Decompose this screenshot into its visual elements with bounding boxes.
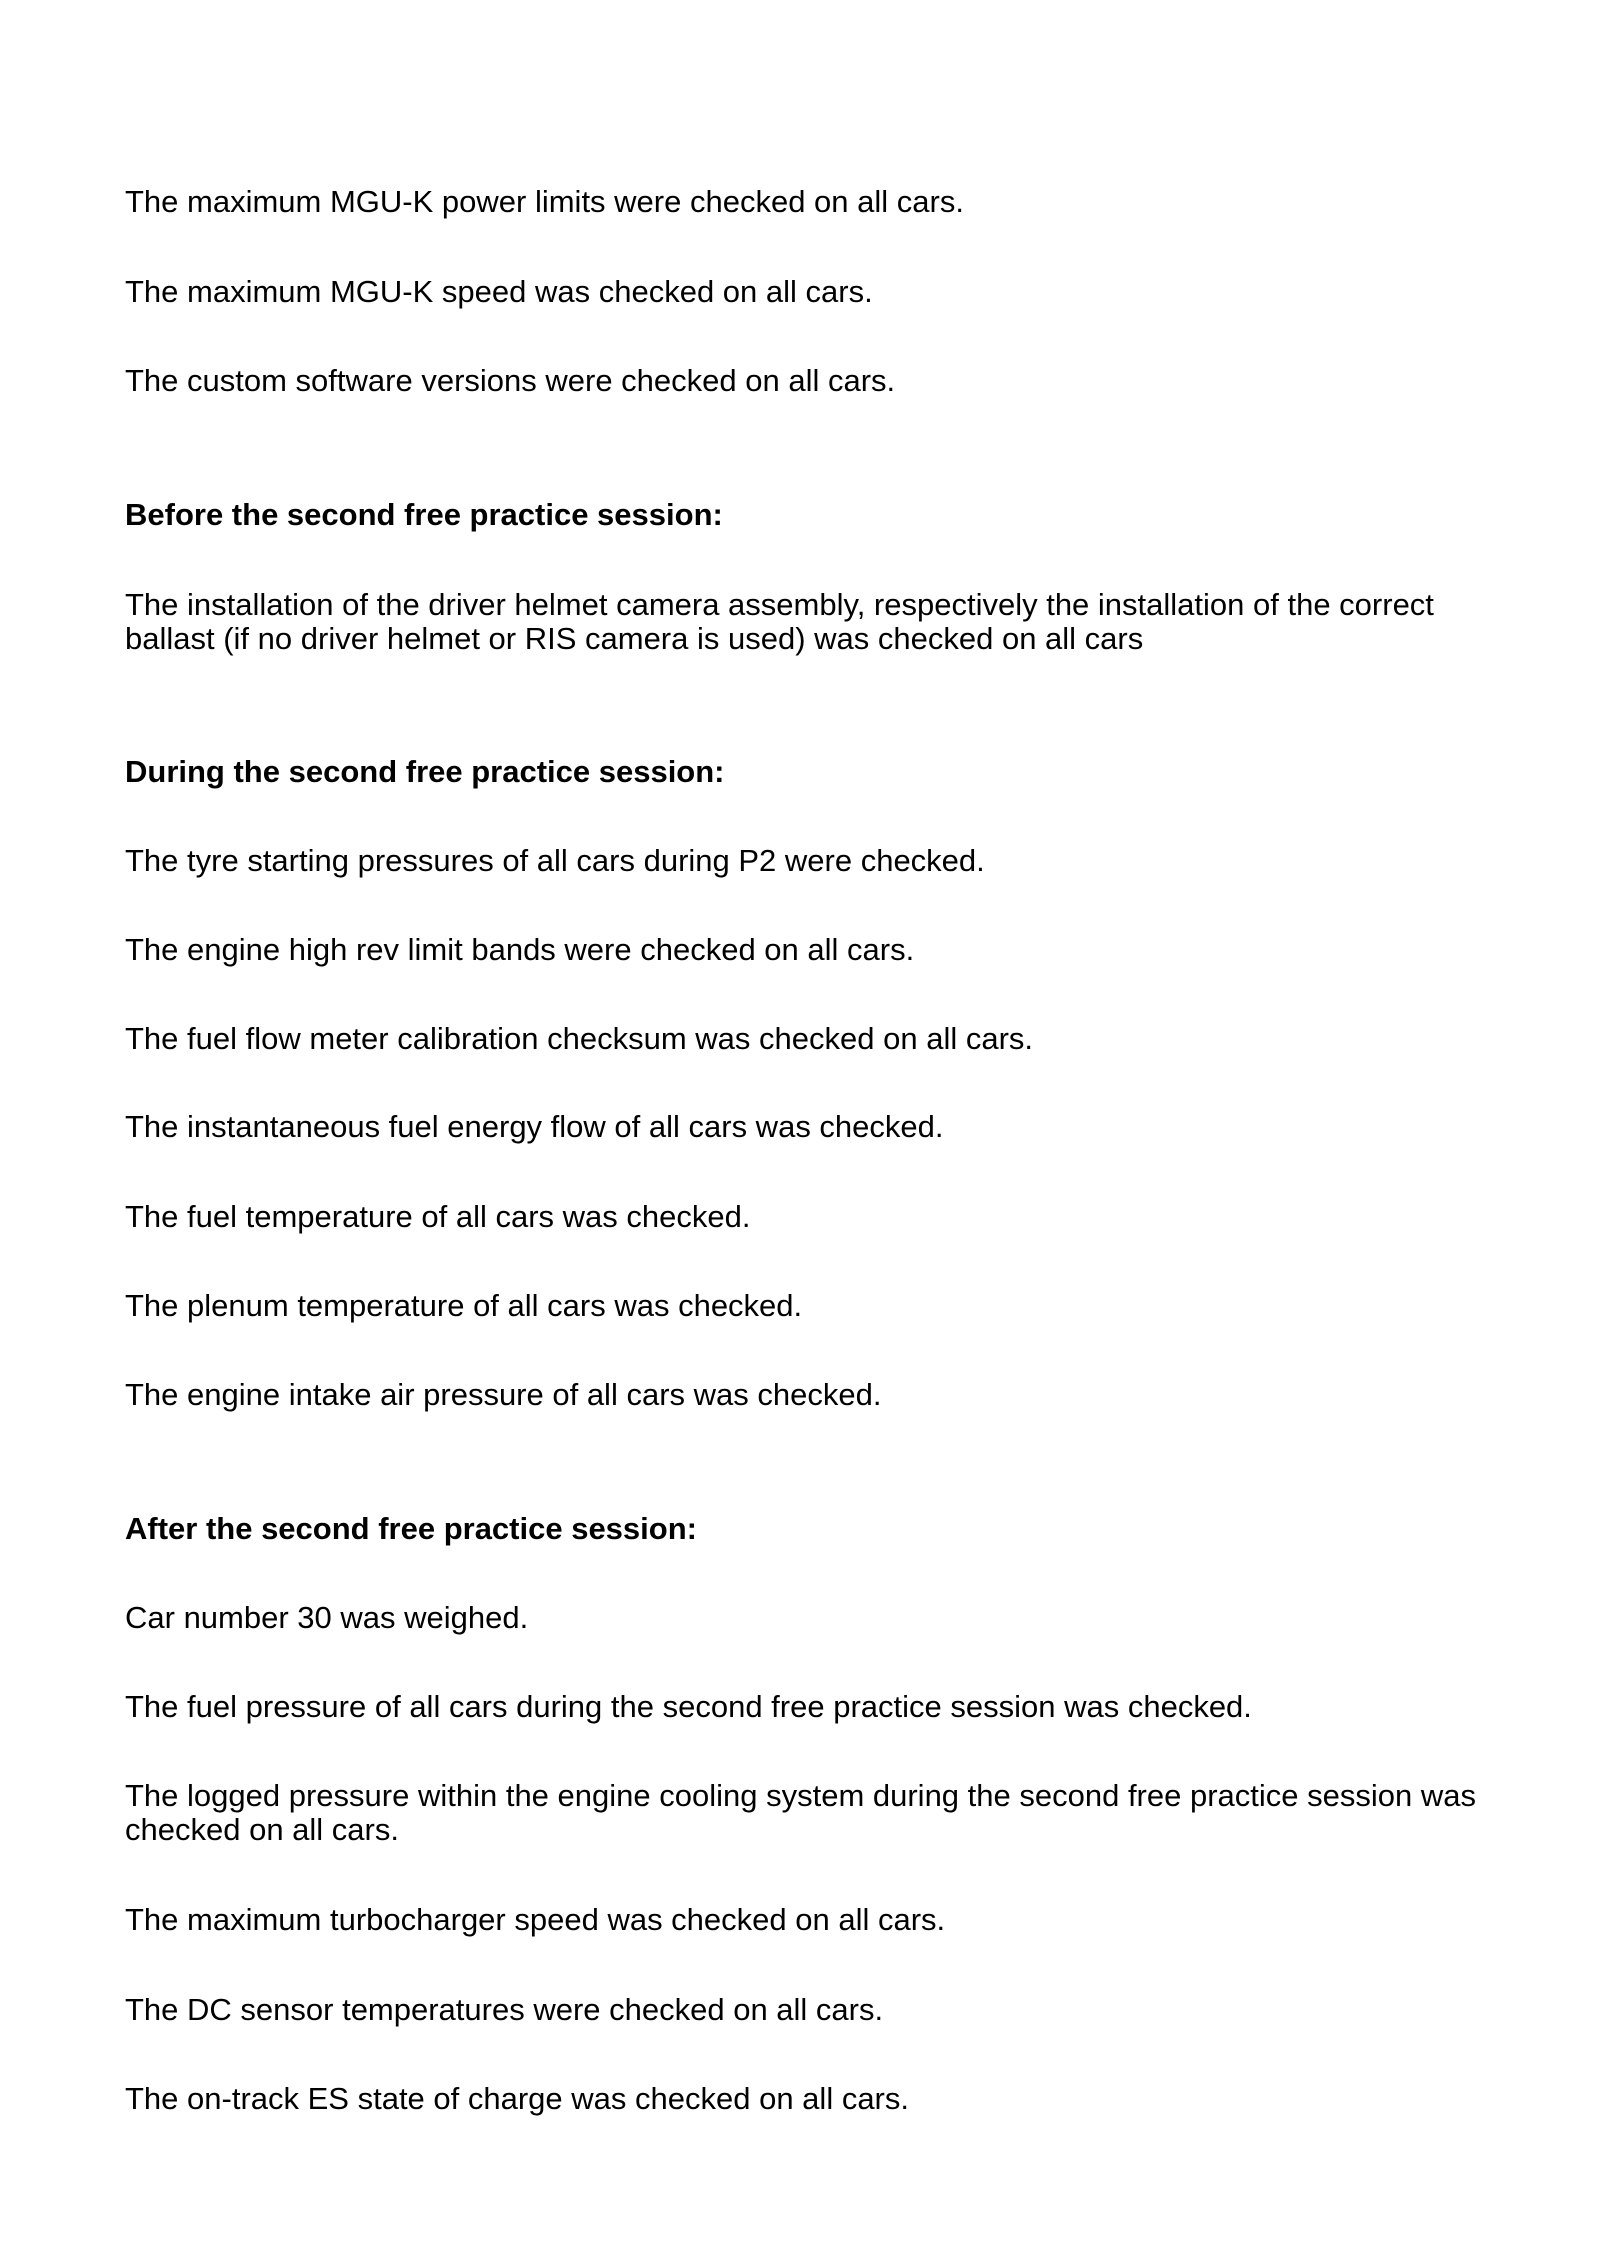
section-heading-during-p2: During the second free practice session: xyxy=(125,754,725,789)
section-item: The instantaneous fuel energy flow of all cars was checked. xyxy=(125,1109,944,1144)
section-item: The maximum turbocharger speed was checked on all cars. xyxy=(125,1902,946,1937)
section-item: The fuel flow meter calibration checksum was checked on all cars. xyxy=(125,1021,1034,1056)
section-item: The logged pressure within the engine cooling system during the second free practice session was checked on all cars. xyxy=(125,1778,1476,1847)
section-heading-after-p2: After the second free practice session: xyxy=(125,1511,697,1546)
section-heading-before-p2: Before the second free practice session: xyxy=(125,497,723,532)
section-item: The fuel pressure of all cars during the second free practice session was checked. xyxy=(125,1689,1252,1724)
section-item: Car number 30 was weighed. xyxy=(125,1600,529,1635)
intro-item: The maximum MGU-K speed was checked on all cars. xyxy=(125,274,873,309)
intro-item: The maximum MGU-K power limits were checked on all cars. xyxy=(125,184,964,219)
section-item: The engine high rev limit bands were checked on all cars. xyxy=(125,932,915,967)
section-item: The tyre starting pressures of all cars during P2 were checked. xyxy=(125,843,985,878)
section-item: The engine intake air pressure of all cars was checked. xyxy=(125,1377,882,1412)
intro-item: The custom software versions were checked on all cars. xyxy=(125,363,896,398)
section-item: The installation of the driver helmet camera assembly, respectively the installation of the correct ballast (if no driver helmet or RIS camera is used) was checked on all cars xyxy=(125,587,1434,656)
section-item: The on-track ES state of charge was checked on all cars. xyxy=(125,2081,909,2116)
section-item: The DC sensor temperatures were checked on all cars. xyxy=(125,1992,884,2027)
section-item: The plenum temperature of all cars was checked. xyxy=(125,1288,803,1323)
section-item: The fuel temperature of all cars was checked. xyxy=(125,1199,751,1234)
